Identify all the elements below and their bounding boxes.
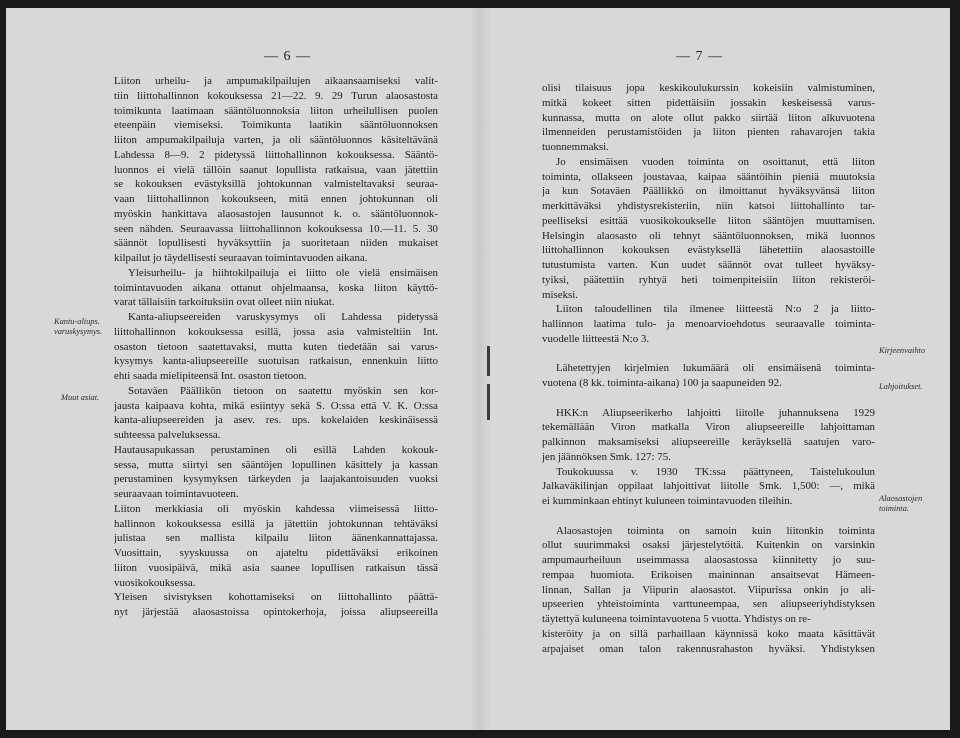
text-line: Sotaväen Päällikön tietoon on saatettu myöskin sen kor- xyxy=(128,384,438,397)
text-line: se kokouksen evästyksillä johtokunnan valmisteltavaksi seuraa- xyxy=(114,178,438,191)
text-line: hallinnon kokouksessa esillä ja jätettiin johtokunnan tehtäväksi xyxy=(114,517,438,530)
text-line: Hautausapukassan perustaminen oli esillä Lahden kokouk- xyxy=(114,443,438,456)
text-line: vuotena (8 kk. toiminta-aikana) 100 ja saapuneiden 92. xyxy=(542,377,782,389)
text-line: Vuosittain, syyskuussa on ajateltu pidettäväksi erikoinen xyxy=(114,547,438,559)
text-line: tutustumista varten. Kun uudet säännöt ovat tulleet hyväksy- xyxy=(542,259,875,271)
text-line: tyiksi, päätettiin ryhtyä heti toimenpiteisiin liiton rekisteröi- xyxy=(542,273,875,286)
text-line: Lahdessa 8—9. 2 pidetyssä liittohallinnon kokouksessa. Sääntö- xyxy=(114,148,438,161)
margin-mark xyxy=(487,346,490,376)
text-line: toimikunta laatimaan sääntöluonnoksia liiton urheilullisen puolen xyxy=(114,104,438,117)
text-line: liiton ampumakilpailuja varten, ja oli sääntöluonnos käsiteltävänä xyxy=(114,134,438,146)
text-line: jausta kaipaava kohta, mikä esiintyy sekä S. O:ssa että V. K. O:ssa xyxy=(114,399,438,412)
text-line: kysymys kanta-aliupseereille suotuisan ratkaisun, ennenkuin liitto xyxy=(114,355,438,368)
text-line: Kanta-aliupseereiden varuskysymys oli Lahdessa pidetyssä xyxy=(128,311,438,323)
text-line: liittohallinnon kokouksen evästyksellä lähetettiin alaosastoille xyxy=(542,244,875,257)
text-line: Lähetettyjen kirjelmien lukumäärä oli ensimäisenä toiminta- xyxy=(556,362,875,375)
text-line: nyt järjestää alaosastoissa opintokerhoja, joissa aliupseereilla xyxy=(114,606,438,618)
text-line: Alaosastojen toiminta on samoin kuin liitonkin toiminta xyxy=(556,524,875,537)
text-line: julistaa sen mallista kilpailu liiton äänenkannattajassa. xyxy=(114,532,438,545)
page-number: — 7 — xyxy=(676,49,723,64)
text-line: Toukokuussa v. 1930 TK:ssa päättyneen, Taistelukoulun xyxy=(556,465,875,478)
text-line: mitkä kokeet sitten pidettäisiin jossakin keskeisessä varus- xyxy=(542,96,875,109)
text-line: toimintavuoden aikana ottanut ohjelmaansa, koska liiton käyttö- xyxy=(114,281,438,294)
text-line: toiminta, ollakseen joustavaa, kaipaa sääntöihin pieniä muutoksia xyxy=(542,170,875,183)
page-number: — 6 — xyxy=(264,49,311,64)
text-line: rempaa huomiota. Erikoisen maininnan ansaitsevat Hämeen- xyxy=(542,568,875,581)
text-line: tekemällään Viron matkalla Viron aliupseereille lahjoittaman xyxy=(542,421,875,434)
text-line: Yleisen sivistyksen kohottamiseksi on liittohallinto päättä- xyxy=(114,591,438,604)
text-line: arpajaiset oman talon rakennusrahaston hyväksi. Yhdistyksen xyxy=(542,642,875,655)
text-line: Liiton taloudellinen tila ilmenee liitteestä N:o 2 ja liitto- xyxy=(556,303,875,316)
text-line: eteenpäin viemiseksi. Toimikunta laatikin sääntöluonnoksen xyxy=(114,119,438,132)
text-line: suhteessa palveluksessa. xyxy=(114,429,221,441)
text-line xyxy=(542,391,875,406)
text-line: kilpailut jo täydellisesti seuraavan toimintavuoden aikana. xyxy=(114,252,368,264)
margin-note: Kantu-aliups. varuskysymys. xyxy=(54,317,103,336)
text-line: jen jäännöksen Smk. 127: 75. xyxy=(542,450,671,463)
text-line: tiin liittohallinnon kokouksessa 21—22. 9. 29 Turun alaosastosta xyxy=(114,89,438,102)
text-line: vaan liittohallinnon kokoukseen, mitä ennen johtokunnan oli xyxy=(114,193,438,205)
left-page xyxy=(6,8,480,730)
text-line: olisi tilaisuus jopa keskikoulukurssin kokeisiin valmistuminen, xyxy=(542,82,875,94)
text-line: Jalkaväkilinjan oppilaat lahjoittivat liitolle Smk. 1,500: —, mikä xyxy=(542,480,875,493)
text-line: linnan, Sallan ja Viipurin alaosastot. Viipurissa onkin jo ali- xyxy=(542,583,875,596)
text-line: kanta-aliupseereiden ja asev. res. ups. kokelaiden keskinäisessä xyxy=(114,414,438,427)
text-line: säännöt lopullisesti hyväksyttiin ja suoritetaan niiden mukaiset xyxy=(114,237,438,250)
text-line: kisteröity ja on sillä parhaillaan käynnissä koko maata käsittävät xyxy=(542,627,875,640)
text-line: Liiton urheilu- ja ampumakilpailujen aikaansaamiseksi valit- xyxy=(114,75,438,87)
margin-mark xyxy=(487,384,490,420)
text-line xyxy=(542,347,875,362)
text-line: myöskin hankittava alaosastojen lausunnot k. o. sääntöluonnok- xyxy=(114,207,438,220)
text-line: palkinnon maksamiseksi aliupseereille keräyksellä saatujen varo- xyxy=(542,436,875,448)
text-line: Jo ensimäisen vuoden toiminta on osoittanut, että liiton xyxy=(556,155,875,168)
text-line: hallinnon laatima tulo- ja menoarvioehdotus seuraavalle toiminta- xyxy=(542,318,875,330)
text-line: miseksi. xyxy=(542,288,579,301)
text-line: Liiton merkkiasia oli myöskin kahdessa viimeisessä liitto- xyxy=(114,502,438,515)
body-text xyxy=(114,74,438,620)
margin-note: Muut asiat. xyxy=(61,393,100,402)
text-line: kunnassa, mutta on alote ollut pakko siirtää liiton alkuvuotena xyxy=(542,111,875,124)
right-page xyxy=(480,8,950,730)
text-line: varat tällaisiin tarkoituksiin ovat olleet niin niukat. xyxy=(114,296,335,309)
text-line: ilmenneiden perustamistöiden ja liiton pienten rahavarojen takia xyxy=(542,126,875,139)
text-line xyxy=(542,509,875,524)
text-line: HKK:n Aliupseerikerho lahjoitti liitolle juhannuksena 1929 xyxy=(556,406,875,419)
text-line: ollut suurimmaksi osaksi järjestelytöitä. Kuitenkin on varsinkin xyxy=(542,539,875,552)
text-line: vuodelle liitteestä N:o 3. xyxy=(542,332,650,345)
margin-note: Alaosastojen toiminta. xyxy=(879,494,923,513)
text-line: ei kumminkaan ehtinyt kuluneen toimintavuoden tileihin. xyxy=(542,495,793,507)
text-line: liiton vuosipäivä, mikä asia saanee lopullisen ratkaisun tässä xyxy=(114,561,438,574)
margin-note: Lahjoitukset. xyxy=(879,382,923,391)
text-line: tuonnemmaksi. xyxy=(542,141,609,153)
margin-note: Kirjeenvaihto xyxy=(879,346,926,355)
text-line: sessa, mutta siirtyi sen sääntöjen lopullinen käsittely ja kassan xyxy=(114,458,438,471)
text-line: upseerien yhteistoiminta varttuneempaa, sen aliupseeriyhdistyksen xyxy=(542,598,875,611)
text-line: luonnos ei vielä tällöin saanut lopullista ratkaisua, vaan jätettiin xyxy=(114,163,438,176)
text-line: seuraavaan toimintavuoteen. xyxy=(114,488,239,500)
text-line: vuosikokouksessa. xyxy=(114,576,196,589)
text-line: Yleisurheilu- ja hiihtokilpailuja ei liitto ole vielä ensimäisen xyxy=(128,266,438,279)
body-text xyxy=(542,81,875,656)
text-line: seen nähden. Seuraavassa liittohallinnon kokouksessa 10.—11. 5. 30 xyxy=(114,222,438,235)
text-line: täytettyä kuluneena toimintavuotena 5 vuotta. Yhdistys on re- xyxy=(542,613,811,625)
text-line: ehti saada mielipiteensä Int. osaston tietoon. xyxy=(114,370,307,382)
text-line: osaston tietoon saatettavaksi, mutta kuten tiedetään sai varus- xyxy=(114,340,438,353)
text-line: Helsingin alaosasto oli tehnyt sääntöluonnoksen, mikä luonnos xyxy=(542,229,875,242)
book-spread xyxy=(6,8,950,730)
text-line: ja kun Sotaväen Päällikkö on ilmoittanut hyväksyvänsä liiton xyxy=(542,185,875,198)
text-line: merkittäväksi yhdistysrekisteriin, niin katsoi liittohallinto tar- xyxy=(542,200,875,212)
text-line: liittohallinnon kokouksessa esillä, jossa asia valmisteltiin Int. xyxy=(114,325,438,338)
text-line: peelliseksi esittää vuosikokoukselle liiton sääntöjen muuttamisen. xyxy=(542,214,875,227)
text-line: perustaminen kysymyksen tärkeyden ja laajakantoisuuden vuoksi xyxy=(114,473,438,486)
text-line: ampumaurheiluun useimmassa alaosastossa kiinnitetty jo suu- xyxy=(542,554,875,566)
